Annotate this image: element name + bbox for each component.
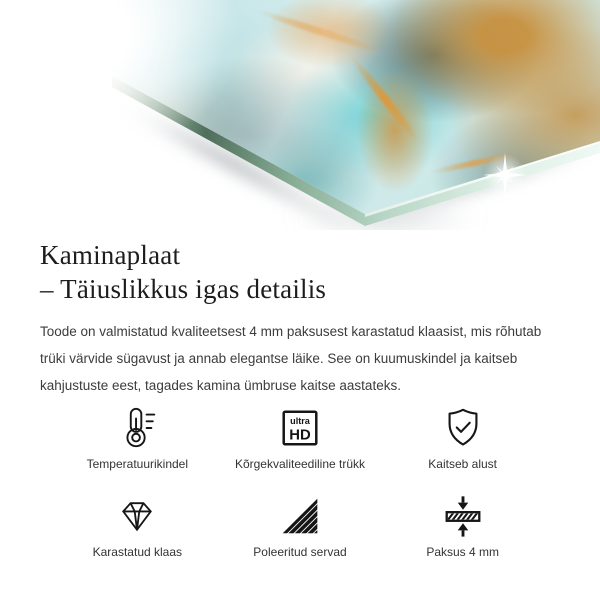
ultra-hd-icon — [277, 405, 323, 451]
page-title-line2: – Täiuslikkus igas detailis — [40, 274, 327, 304]
abstract-art-print — [0, 0, 600, 230]
feature-protects-base — [381, 405, 544, 471]
feature-thickness — [381, 493, 544, 559]
thermometer-icon — [114, 405, 160, 451]
feature-label: Karastatud klaas — [92, 545, 183, 559]
glass-gloss-reflection — [0, 0, 600, 230]
feature-label: Poleeritud servad — [253, 545, 347, 559]
feature-polished-edges — [219, 493, 382, 559]
feature-label: Paksus 4 mm — [426, 545, 499, 559]
feature-print-quality — [219, 405, 382, 471]
feature-tempered-glass — [56, 493, 219, 559]
product-photo — [0, 0, 600, 230]
thickness-icon — [440, 493, 486, 539]
shield-check-icon — [440, 405, 486, 451]
diamond-icon — [115, 493, 159, 539]
feature-grid — [56, 405, 544, 559]
feature-label: Temperatuurikindel — [86, 457, 189, 471]
svg-text:ultra: ultra — [290, 416, 310, 427]
polished-edges-icon — [278, 493, 322, 539]
feature-temperature-resistant — [56, 405, 219, 471]
svg-text:HD: HD — [289, 427, 311, 444]
product-description-section — [0, 238, 600, 559]
feature-label: Kaitseb alust — [428, 457, 498, 471]
page-title-line1: Kaminaplaat — [40, 240, 181, 270]
product-description: Toode on valmistatud kvaliteetsest 4 mm paksusest karastatud klaasist, mis rõhutab trüki värvide sügavust ja annab elegantse läike. See on kuumuskindel ja kaitseb kahjustuste eest, tagades kamina ümbruse kaitse aastateks. — [40, 324, 542, 393]
page-title — [40, 238, 560, 306]
feature-label: Kõrgekvaliteediline trükk — [234, 457, 366, 471]
